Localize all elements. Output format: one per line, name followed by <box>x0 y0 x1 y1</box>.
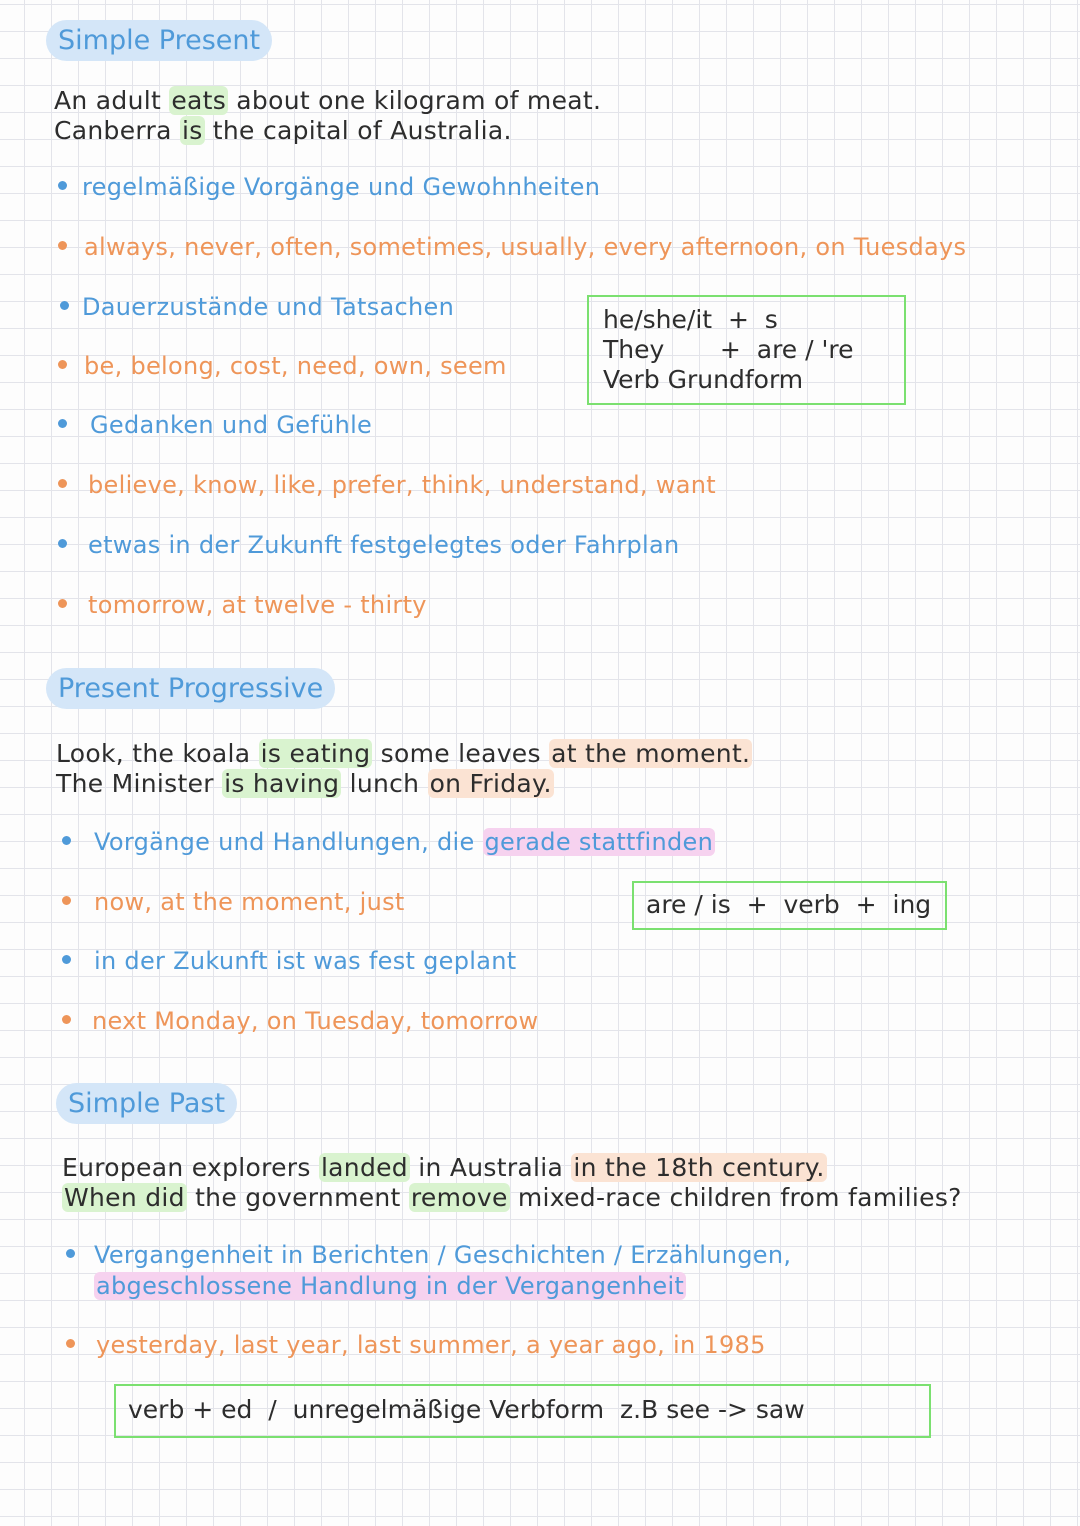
time-highlight: at the moment. <box>551 739 751 768</box>
phrase-highlight: gerade stattfinden <box>484 828 714 856</box>
bullet-usage: regelmäßige Vorgänge und Gewohnheiten <box>82 173 601 201</box>
bullet-signal-words: tomorrow, at twelve - thirty <box>88 591 427 619</box>
bullet-dot <box>66 1249 75 1258</box>
bullet-dot <box>66 1339 75 1348</box>
bullet-signal-words: believe, know, like, prefer, think, understand, want <box>88 471 716 499</box>
rule-line: he/she/it + s <box>603 305 778 334</box>
bullet-dot <box>58 419 67 428</box>
bullet-signal-words: next Monday, on Tuesday, tomorrow <box>92 1007 539 1035</box>
bullet-signal-words: now, at the moment, just <box>94 888 405 916</box>
verb-highlight: eats <box>171 86 227 115</box>
verb-highlight: remove <box>410 1183 508 1212</box>
bullet-signal-words: always, never, often, sometimes, usually, every afternoon, on Tuesdays <box>84 233 967 261</box>
rule-line: Verb Grundform <box>603 365 804 394</box>
example-sentence <box>62 1153 827 1183</box>
verb-highlight: When did <box>64 1183 185 1212</box>
bullet-dot <box>62 955 71 964</box>
section-title-simple-present: Simple Present <box>46 20 272 61</box>
example-text: the government <box>186 1183 409 1212</box>
verb-highlight: is having <box>224 769 340 798</box>
rule-line: verb + ed / unregelmäßige Verbform z.B see -> saw <box>128 1395 805 1424</box>
rule-box-present-progressive <box>632 881 947 930</box>
bullet-signal-words: yesterday, last year, last summer, a year ago, in 1985 <box>96 1331 766 1359</box>
example-text: the capital of Australia. <box>204 116 512 145</box>
example-text: in Australia <box>409 1153 572 1182</box>
rule-line: are / is + verb + ing <box>646 890 932 919</box>
phrase-highlight: abgeschlossene Handlung in der Vergangenheit <box>96 1272 685 1300</box>
bullet-text: Vorgänge und Handlungen, die <box>94 828 483 856</box>
example-text: The Minister <box>56 769 223 798</box>
example-text: lunch <box>341 769 428 798</box>
example-sentence <box>54 116 512 146</box>
example-text: European explorers <box>62 1153 319 1182</box>
example-text: Canberra <box>54 116 180 145</box>
bullet-dot <box>58 241 67 250</box>
rule-box-simple-present <box>587 295 906 405</box>
time-highlight: in the 18th century. <box>573 1153 825 1182</box>
bullet-dot <box>58 539 67 548</box>
example-text: mixed-race children from families? <box>509 1183 962 1212</box>
verb-highlight: landed <box>320 1153 408 1182</box>
bullet-signal-words: be, belong, cost, need, own, seem <box>84 352 507 380</box>
example-sentence <box>56 769 554 799</box>
bullet-dot <box>60 301 69 310</box>
bullet-dot <box>58 599 67 608</box>
bullet-dot <box>62 836 71 845</box>
example-text: about one kilogram of meat. <box>228 86 602 115</box>
bullet-dot <box>62 896 71 905</box>
example-sentence <box>54 86 601 116</box>
verb-highlight: is eating <box>260 739 371 768</box>
bullet-dot <box>58 360 67 369</box>
verb-highlight: is <box>181 116 203 145</box>
example-text: Look, the koala <box>56 739 259 768</box>
rule-line: They + are / 're <box>603 335 854 364</box>
example-text: some leaves <box>372 739 550 768</box>
bullet-usage-continued <box>94 1271 686 1301</box>
example-sentence <box>62 1183 962 1213</box>
time-highlight: on Friday. <box>429 769 552 798</box>
example-text: An adult <box>54 86 170 115</box>
bullet-usage: etwas in der Zukunft festgelegtes oder Fahrplan <box>88 531 680 559</box>
bullet-dot <box>58 181 67 190</box>
rule-box-simple-past <box>114 1384 931 1438</box>
bullet-usage <box>94 827 715 857</box>
bullet-usage: Vergangenheit in Berichten / Geschichten / Erzählungen, <box>94 1241 792 1269</box>
bullet-usage: in der Zukunft ist was fest geplant <box>94 947 517 975</box>
example-sentence <box>56 739 752 769</box>
section-title-present-progressive: Present Progressive <box>46 668 335 709</box>
bullet-dot <box>62 1015 71 1024</box>
bullet-dot <box>58 479 67 488</box>
bullet-usage: Dauerzustände und Tatsachen <box>82 293 455 321</box>
bullet-usage: Gedanken und Gefühle <box>90 411 373 439</box>
section-title-simple-past: Simple Past <box>56 1083 237 1124</box>
